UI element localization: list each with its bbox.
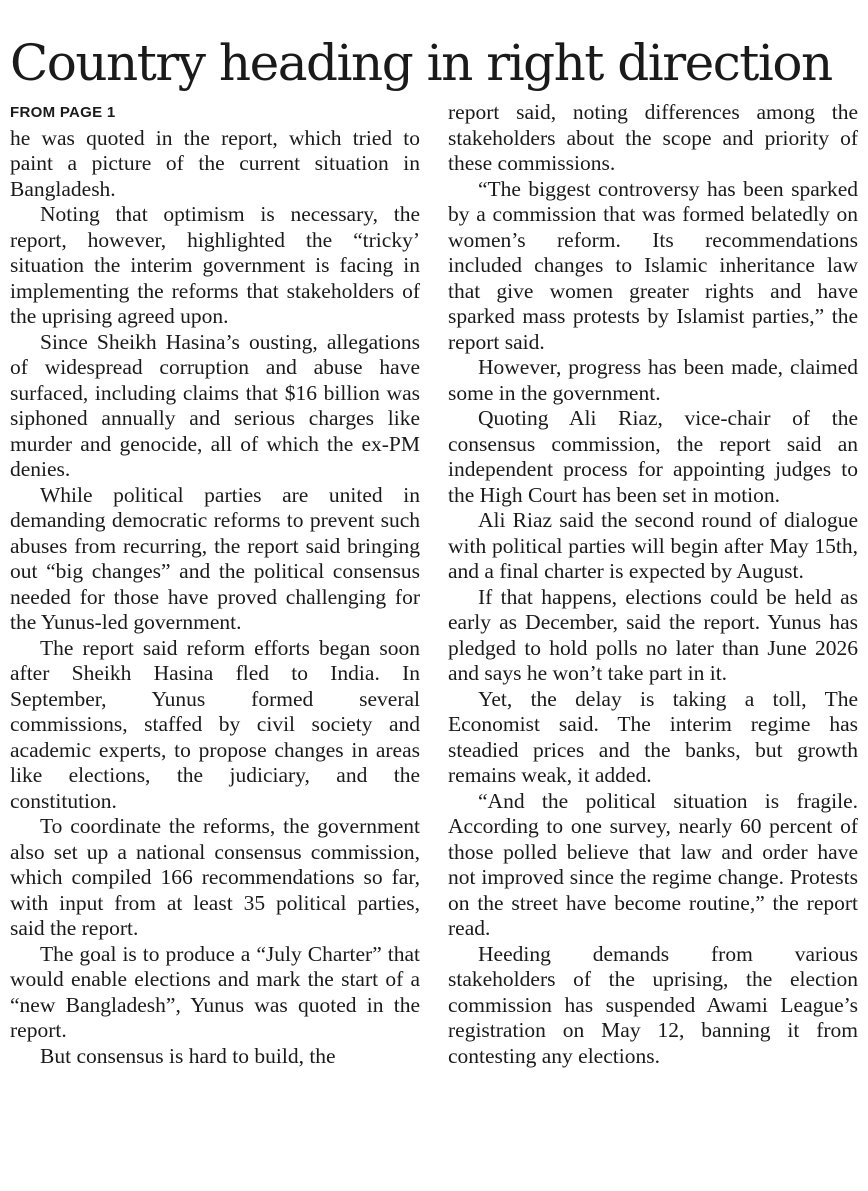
paragraph: But consensus is hard to build, the: [40, 1043, 336, 1068]
dateline: FROM PAGE 1: [10, 104, 116, 121]
headline: Country heading in right direction: [10, 34, 832, 92]
paragraph: Quoting Ali Riaz, vice-chair of the consensus commission, the report said an independent process for appointing judges to the High Court has been set in motion.: [448, 406, 858, 507]
paragraph: “The biggest controversy has been sparked by a commission that was formed belatedly on women’s reform. Its recommendations included changes to Islamic inheritance law that give women greater rights and have sparked mass protests by Islamist parties,” the report said.: [448, 176, 858, 354]
paragraph: The report said reform efforts began soon after Sheikh Hasina fled to India. In September, Yunus formed several commissions, staffed by civil society and academic experts, to propose changes in areas like elections, the judiciary, and the constitution.: [10, 635, 420, 813]
right-column: [448, 100, 858, 1069]
paragraph: he was quoted in the report, which tried to paint a picture of the current situation in Bangladesh.: [10, 125, 420, 201]
paragraph: While political parties are united in demanding democratic reforms to prevent such abuses from recurring, the report said bringing out “big changes” and the political consensus needed for those have proved challenging for the Yunus-led government.: [10, 482, 420, 634]
paragraph: report said, noting differences among the stakeholders about the scope and priority of these commissions.: [448, 100, 858, 175]
paragraph: Noting that optimism is necessary, the report, however, highlighted the “tricky’ situation the interim government is facing in implementing the reforms that stakeholders of the uprising agreed upon.: [10, 202, 420, 328]
left-column: [10, 100, 420, 1069]
paragraph: The goal is to produce a “July Charter” that would enable elections and mark the start of a “new Bangladesh”, Yunus was quoted in the report.: [10, 941, 420, 1042]
paragraph: “And the political situation is fragile. According to one survey, nearly 60 percent of those polled believe that law and order have not improved since the regime change. Protests on the street have become routine,” the report read.: [448, 788, 858, 940]
paragraph: Yet, the delay is taking a toll, The Economist said. The interim regime has steadied prices and the banks, but growth remains weak, it added.: [448, 686, 858, 787]
paragraph: Ali Riaz said the second round of dialogue with political parties will begin after May 15th, and a final charter is expected by August.: [448, 508, 858, 583]
paragraph: However, progress has been made, claimed some in the government.: [448, 355, 858, 405]
paragraph: Since Sheikh Hasina’s ousting, allegations of widespread corruption and abuse have surfaced, including claims that $16 billion was siphoned annually and serious charges like murder and genocide, all of which the ex-PM denies.: [10, 329, 420, 481]
paragraph: If that happens, elections could be held as early as December, said the report. Yunus has pledged to hold polls no later than June 2026 and says he won’t take part in it.: [448, 584, 858, 685]
paragraph: To coordinate the reforms, the government also set up a national consensus commission, which compiled 166 recommendations so far, with input from at least 35 political parties, said the report.: [10, 814, 420, 940]
paragraph: Heeding demands from various stakeholders of the uprising, the election commission has suspended Awami League’s registration on May 12, banning it from contesting any elections.: [448, 941, 858, 1068]
